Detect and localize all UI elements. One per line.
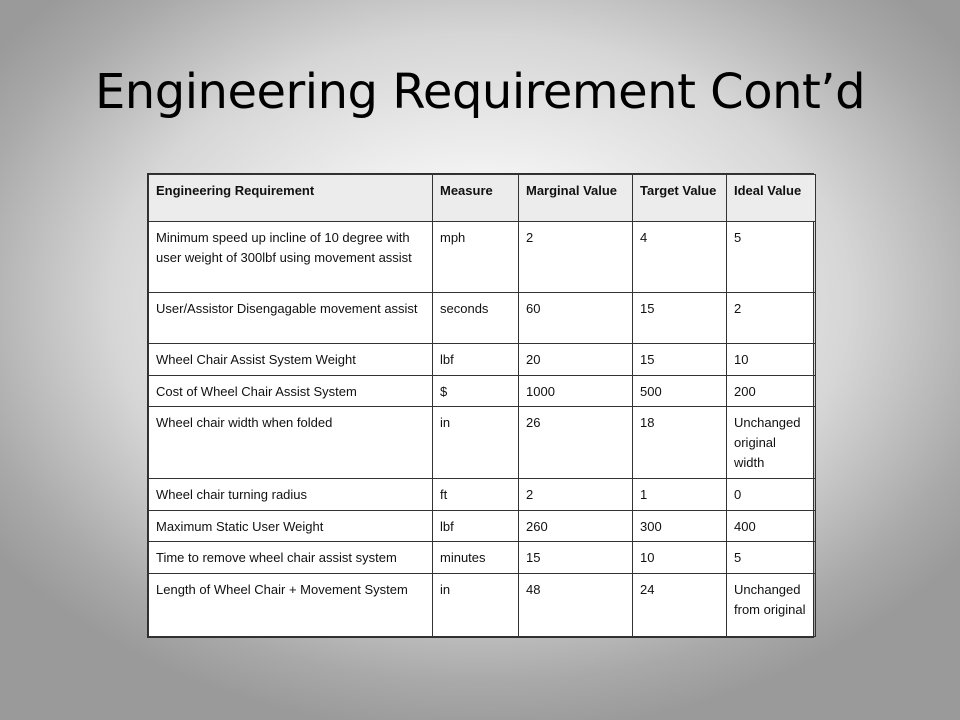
column-header: Target Value bbox=[633, 175, 727, 222]
table-cell: Unchanged original width bbox=[727, 407, 816, 479]
table-cell: Cost of Wheel Chair Assist System bbox=[149, 375, 433, 407]
table-header-row bbox=[149, 175, 816, 222]
table-cell: 260 bbox=[519, 510, 633, 542]
requirements-table-container bbox=[147, 173, 814, 638]
table-cell: in bbox=[433, 407, 519, 479]
table-row bbox=[149, 407, 816, 479]
table-cell: 24 bbox=[633, 573, 727, 636]
table-cell: lbf bbox=[433, 510, 519, 542]
table-cell: 500 bbox=[633, 375, 727, 407]
table-cell: Unchanged from original bbox=[727, 573, 816, 636]
table-cell: 48 bbox=[519, 573, 633, 636]
table-cell: seconds bbox=[433, 293, 519, 344]
table-cell: in bbox=[433, 573, 519, 636]
table-cell: 1000 bbox=[519, 375, 633, 407]
table-cell: Maximum Static User Weight bbox=[149, 510, 433, 542]
table-row bbox=[149, 542, 816, 574]
column-header: Marginal Value bbox=[519, 175, 633, 222]
table-cell: lbf bbox=[433, 344, 519, 376]
table-cell: Wheel Chair Assist System Weight bbox=[149, 344, 433, 376]
table-cell: Time to remove wheel chair assist system bbox=[149, 542, 433, 574]
table-row bbox=[149, 222, 816, 293]
column-header: Measure bbox=[433, 175, 519, 222]
table-row bbox=[149, 479, 816, 511]
table-cell: 5 bbox=[727, 222, 816, 293]
table-cell: User/Assistor Disengagable movement assist bbox=[149, 293, 433, 344]
table-cell: mph bbox=[433, 222, 519, 293]
table-cell: 1 bbox=[633, 479, 727, 511]
table-cell: ft bbox=[433, 479, 519, 511]
table-cell: 18 bbox=[633, 407, 727, 479]
table-cell: $ bbox=[433, 375, 519, 407]
table-row bbox=[149, 344, 816, 376]
table-cell: 2 bbox=[519, 222, 633, 293]
table-cell: Wheel chair turning radius bbox=[149, 479, 433, 511]
table-cell: Wheel chair width when folded bbox=[149, 407, 433, 479]
column-header: Engineering Requirement bbox=[149, 175, 433, 222]
table-cell: minutes bbox=[433, 542, 519, 574]
table-cell: 10 bbox=[727, 344, 816, 376]
column-header: Ideal Value bbox=[727, 175, 816, 222]
requirements-table bbox=[148, 174, 816, 637]
table-cell: 200 bbox=[727, 375, 816, 407]
table-cell: 20 bbox=[519, 344, 633, 376]
table-cell: 400 bbox=[727, 510, 816, 542]
table-cell: 60 bbox=[519, 293, 633, 344]
table-cell: 15 bbox=[633, 293, 727, 344]
table-cell: 15 bbox=[519, 542, 633, 574]
table-cell: 0 bbox=[727, 479, 816, 511]
table-cell: 26 bbox=[519, 407, 633, 479]
table-cell: Minimum speed up incline of 10 degree with user weight of 300lbf using movement assist bbox=[149, 222, 433, 293]
slide-title: Engineering Requirement Cont’d bbox=[94, 64, 866, 120]
table-row bbox=[149, 573, 816, 636]
table-cell: 4 bbox=[633, 222, 727, 293]
table-cell: 15 bbox=[633, 344, 727, 376]
table-cell: Length of Wheel Chair + Movement System bbox=[149, 573, 433, 636]
table-cell: 5 bbox=[727, 542, 816, 574]
table-cell: 10 bbox=[633, 542, 727, 574]
table-row bbox=[149, 293, 816, 344]
table-cell: 300 bbox=[633, 510, 727, 542]
table-row bbox=[149, 510, 816, 542]
table-cell: 2 bbox=[519, 479, 633, 511]
table-row bbox=[149, 375, 816, 407]
table-cell: 2 bbox=[727, 293, 816, 344]
